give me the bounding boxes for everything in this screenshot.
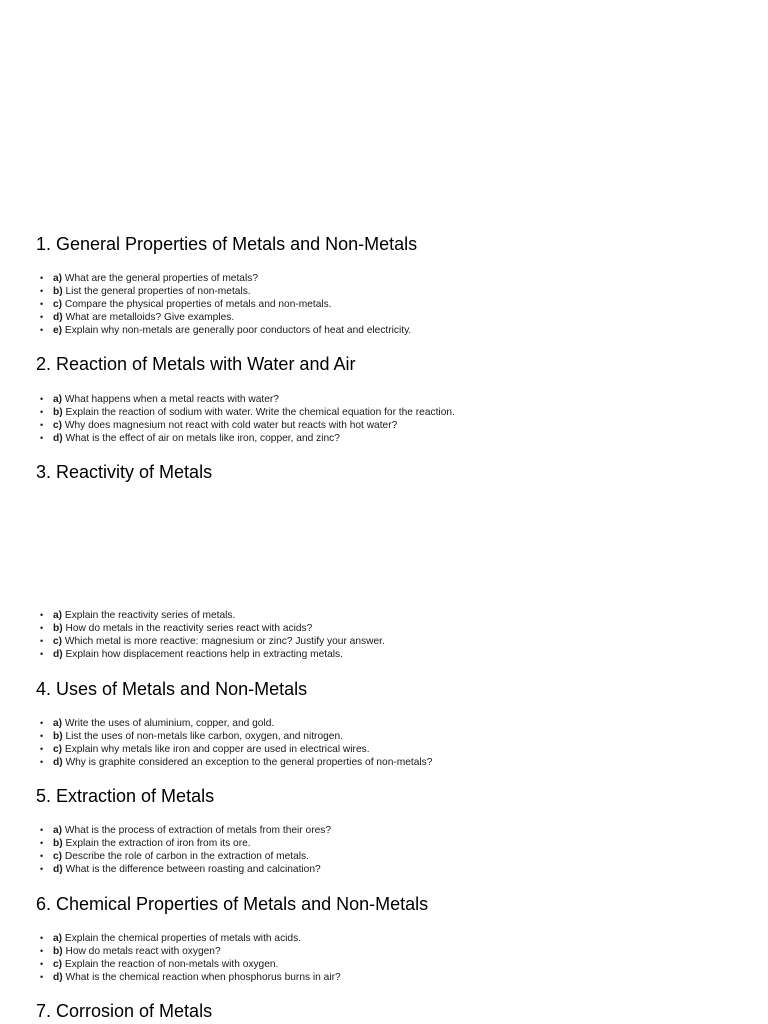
list-item: • b) Explain the extraction of iron from its ore. — [40, 838, 251, 849]
section-heading-6: 6. Chemical Properties of Metals and Non-Metals — [36, 894, 429, 914]
section-heading-3: 3. Reactivity of Metals — [36, 462, 213, 482]
section-heading-7: 7. Corrosion of Metals — [36, 1001, 213, 1021]
bullet-icon: • — [40, 433, 44, 443]
bullet-icon: • — [40, 394, 44, 404]
list-item: • b) Explain the reaction of sodium with water. Write the chemical equation for the reaction. — [40, 407, 455, 418]
bullet-icon: • — [40, 757, 44, 767]
bullet-icon: • — [40, 972, 44, 982]
section-heading-1: 1. General Properties of Metals and Non-Metals — [36, 234, 418, 254]
list-item: • a) What happens when a metal reacts with water? — [40, 394, 279, 405]
list-item: • c) Which metal is more reactive: magnesium or zinc? Justify your answer. — [40, 636, 385, 647]
bullet-icon: • — [40, 851, 44, 861]
question-list-3 — [36, 609, 385, 661]
bullet-icon: • — [40, 825, 44, 835]
bullet-icon: • — [40, 623, 44, 633]
bullet-icon: • — [40, 312, 44, 322]
list-item: • d) What is the chemical reaction when phosphorus burns in air? — [40, 972, 341, 983]
bullet-icon: • — [40, 731, 44, 741]
list-item: • b) List the uses of non-metals like carbon, oxygen, and nitrogen. — [40, 731, 343, 742]
section-heading-2: 2. Reaction of Metals with Water and Air — [36, 354, 356, 374]
bullet-icon: • — [40, 299, 44, 309]
bullet-icon: • — [40, 744, 44, 754]
list-item: • d) What are metalloids? Give examples. — [40, 312, 235, 323]
list-item: • a) What are the general properties of metals? — [40, 273, 258, 284]
bullet-icon: • — [40, 325, 44, 335]
bullet-icon: • — [40, 946, 44, 956]
question-list-4 — [36, 717, 432, 769]
list-item: • b) How do metals react with oxygen? — [40, 946, 221, 957]
bullet-icon: • — [40, 718, 44, 728]
bullet-icon: • — [40, 636, 44, 646]
bullet-icon: • — [40, 286, 44, 296]
question-list-2 — [36, 393, 455, 445]
bullet-icon: • — [40, 610, 44, 620]
list-item: • c) Explain why metals like iron and copper are used in electrical wires. — [40, 744, 370, 755]
bullet-icon: • — [40, 933, 44, 943]
bullet-icon: • — [40, 864, 44, 874]
list-item: • e) Explain why non-metals are generally poor conductors of heat and electricity. — [40, 325, 412, 336]
list-item: • a) Explain the reactivity series of metals. — [40, 610, 236, 621]
question-list-1 — [36, 272, 411, 337]
list-item: • d) What is the effect of air on metals like iron, copper, and zinc? — [40, 433, 340, 444]
list-item: • a) What is the process of extraction of metals from their ores? — [40, 825, 332, 836]
question-list-6 — [36, 932, 341, 984]
question-list-5 — [36, 824, 331, 876]
section-heading-4: 4. Uses of Metals and Non-Metals — [36, 679, 308, 699]
bullet-icon: • — [40, 649, 44, 659]
list-item: • c) Why does magnesium not react with cold water but reacts with hot water? — [40, 420, 398, 431]
section-heading-5: 5. Extraction of Metals — [36, 786, 215, 806]
list-item: • b) List the general properties of non-metals. — [40, 286, 251, 297]
bullet-icon: • — [40, 959, 44, 969]
bullet-icon: • — [40, 838, 44, 848]
bullet-icon: • — [40, 407, 44, 417]
list-item: • a) Write the uses of aluminium, copper, and gold. — [40, 718, 275, 729]
bullet-icon: • — [40, 273, 44, 283]
list-item: • c) Explain the reaction of non-metals with oxygen. — [40, 959, 279, 970]
list-item: • c) Compare the physical properties of metals and non-metals. — [40, 299, 332, 310]
list-item: • d) Explain how displacement reactions help in extracting metals. — [40, 649, 343, 660]
list-item: • d) Why is graphite considered an exception to the general properties of non-metals? — [40, 757, 433, 768]
list-item: • a) Explain the chemical properties of metals with acids. — [40, 933, 302, 944]
bullet-icon: • — [40, 420, 44, 430]
list-item: • b) How do metals in the reactivity series react with acids? — [40, 623, 313, 634]
list-item: • d) What is the difference between roasting and calcination? — [40, 864, 321, 875]
list-item: • c) Describe the role of carbon in the extraction of metals. — [40, 851, 309, 862]
